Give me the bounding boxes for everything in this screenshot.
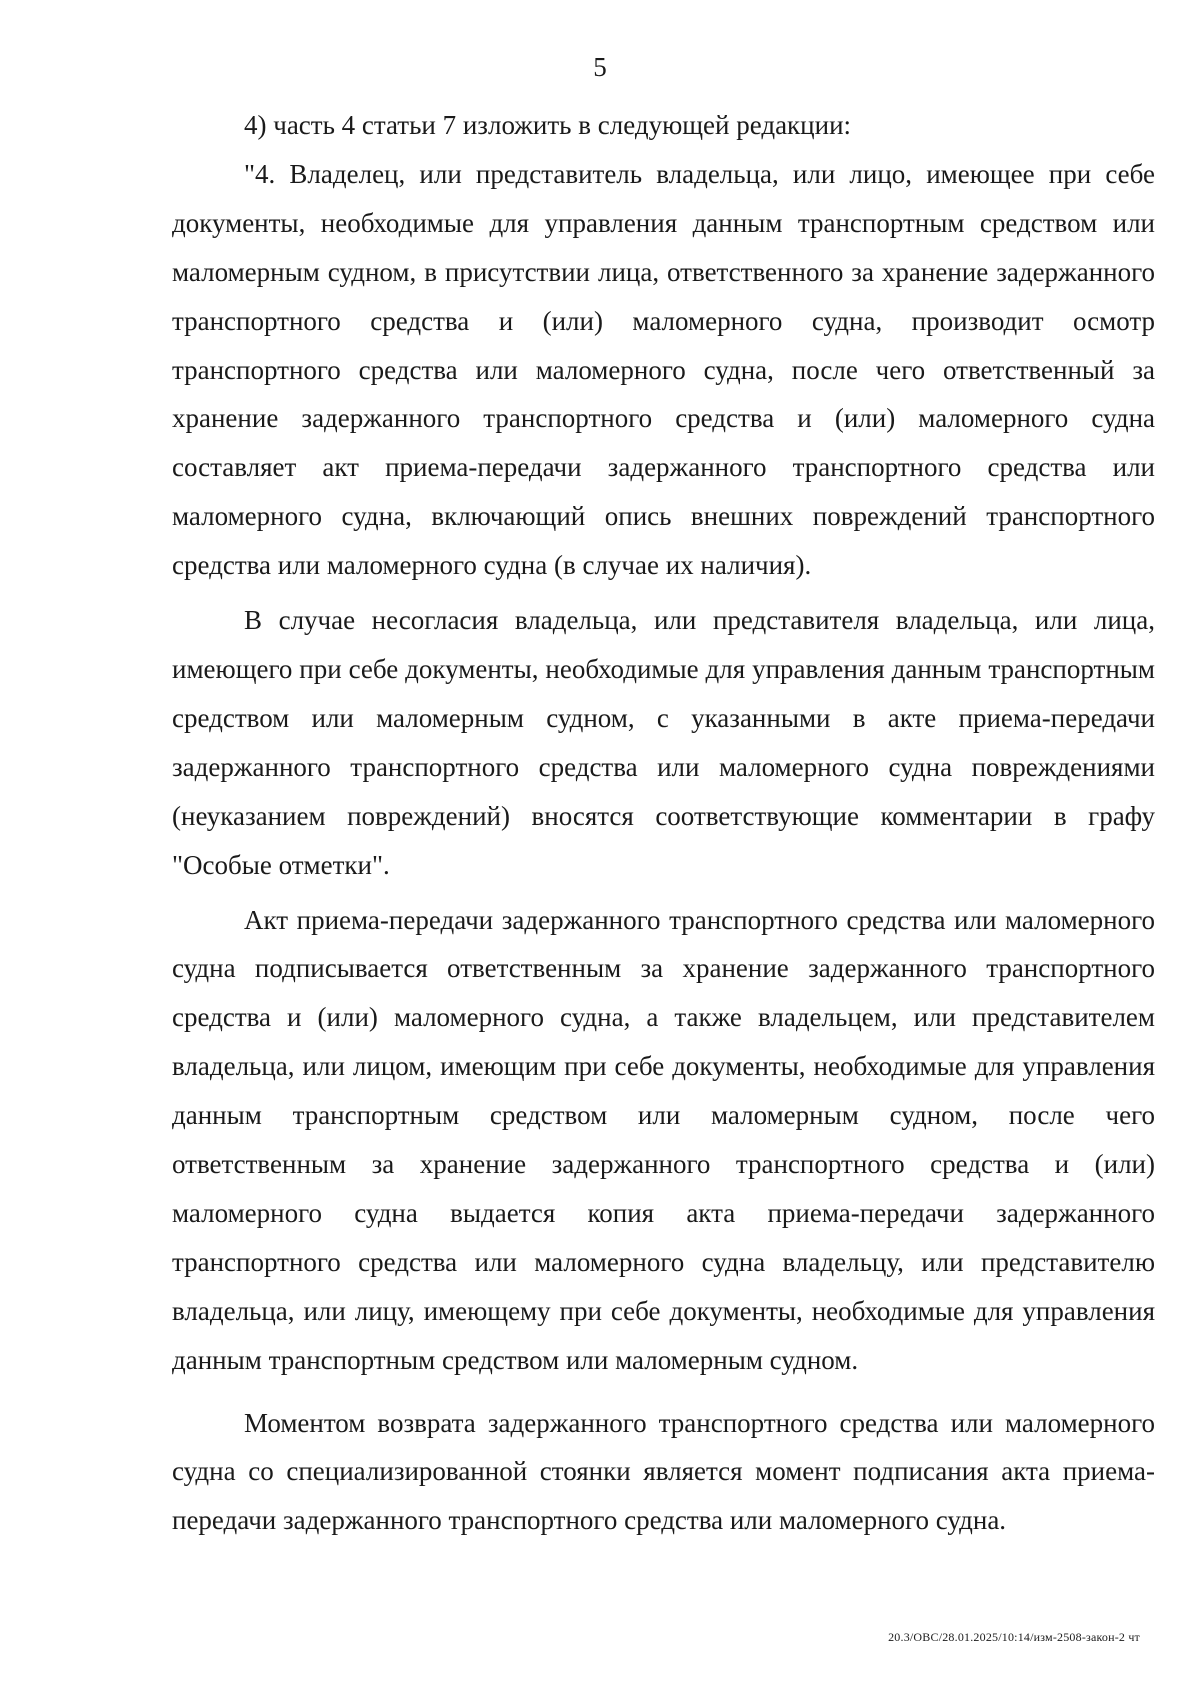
paragraph-act-signing: Акт приема-передачи задержанного транспортного средства или маломерного судна подписывается ответственным за хранение задержанного транспортного средства и (или) маломерного судна, а также владельцем, или представителем владельца, или лицом, имеющим при себе документы, необходимые для управления данным транспортным средством или маломерным судном, после чего ответственным за хранение задержанного транспортного средства и (или) маломерного судна выдается копия акта приема-передачи задержанного транспортного средства или маломерного судна владельцу, или представителю владельца, или лицу, имеющему при себе документы, необходимые для управления данным транспортным средством или маломерным судном. <box>172 904 1155 1375</box>
paragraph-return-moment: Моментом возврата задержанного транспортного средства или маломерного судна со специализированной стоянки является момент подписания акта приема-передачи задержанного транспортного средства или маломерного судна. <box>172 1407 1155 1536</box>
paragraph-amendment-intro: 4) часть 4 статьи 7 изложить в следующей редакции: <box>244 110 852 140</box>
paragraph-disagreement: В случае несогласия владельца, или представителя владельца, или лица, имеющего при себе документы, необходимые для управления данным транспортным средством или маломерным судном, с указанными в акте приема-передачи задержанного транспортного средства или маломерного судна повреждениями (неуказанием повреждений) вносятся соответствующие комментарии в графу "Особые отметки". <box>172 605 1155 880</box>
paragraph-article-4: "4. Владелец, или представитель владельца, или лицо, имеющее при себе документы, необходимые для управления данным транспортным средством или маломерным судном, в присутствии лица, ответственного за хранение задержанного транспортного средства и (или) маломерного судна, производит осмотр транспортного средства или маломерного судна, после чего ответственный за хранение задержанного транспортного средства и (или) маломерного судна составляет акт приема-передачи задержанного транспортного средства или маломерного судна, включающий опись внешних повреждений транспортного средства или маломерного судна (в случае их наличия). <box>172 158 1155 581</box>
page-number: 5 <box>593 52 607 82</box>
document-code: 20.3/ОВС/28.01.2025/10:14/изм-2508-закон-2 чт <box>888 1630 1140 1644</box>
document-body <box>172 101 1155 1545</box>
